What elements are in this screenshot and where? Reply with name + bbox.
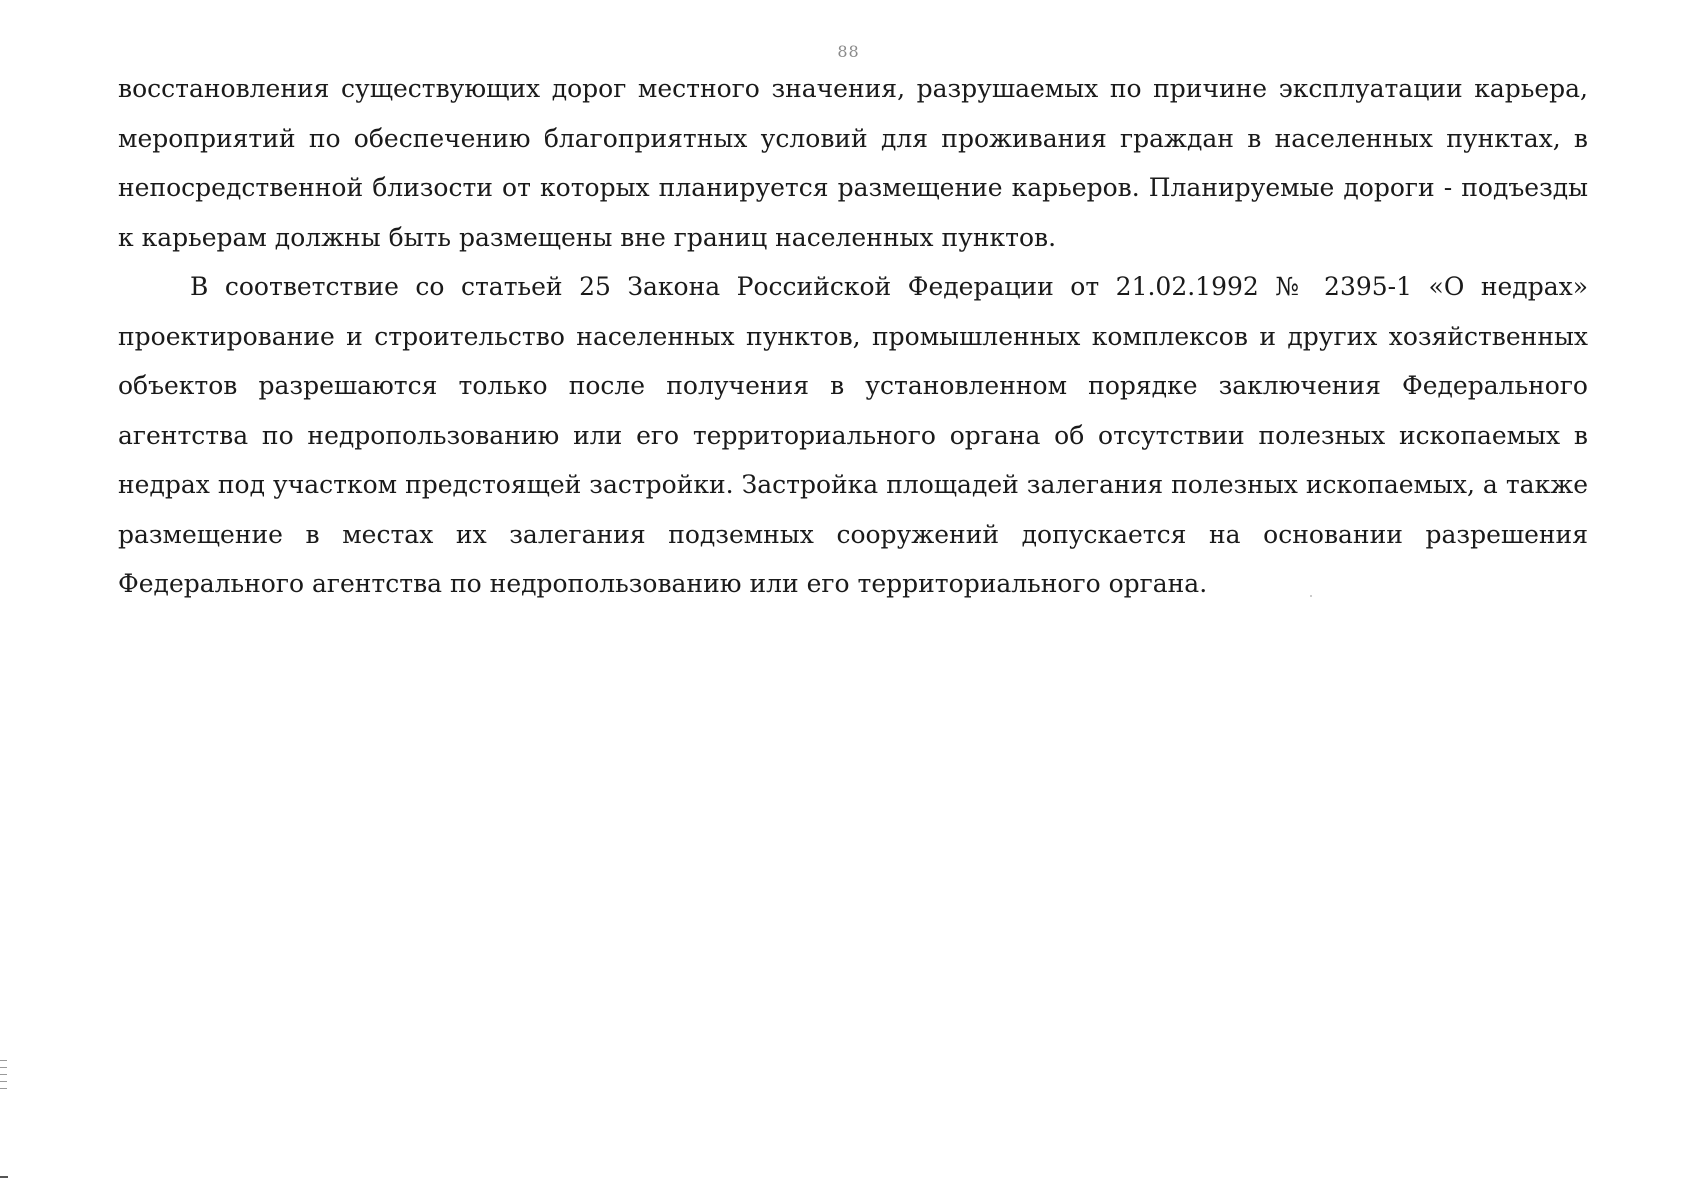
scan-speck bbox=[1310, 595, 1312, 597]
scan-mark bbox=[0, 1067, 7, 1068]
paragraph-continuation: восстановления существующих дорог местного значения, разрушаемых по причине эксплуатации карьера, мероприятий по обеспечению благоприятных условий для проживания граждан в населенных пунктах, в непосредственной близости от которых планируется размещение карьеров. Планируемые дороги - подъезды к карьерам должны быть размещены вне границ населенных пунктов. bbox=[118, 74, 1588, 252]
scan-mark bbox=[0, 1088, 7, 1089]
paragraph-law-article: В соответствие со статьей 25 Закона Российской Федерации от 21.02.1992 № 2395-1 «О недрах» проектирование и строительство населенных пунктов, промышленных комплексов и других хозяйственных объектов разрешаются только после получения в установленном порядке заключения Федерального агентства по недропользованию или его территориального органа об отсутствии полезных ископаемых в недрах под участком предстоящей застройки. Застройка площадей залегания полезных ископаемых, а также размещение в местах их залегания подземных сооружений допускается на основании разрешения Федерального агентства по недропользованию или его территориального органа. bbox=[118, 272, 1588, 598]
page-number: 88 bbox=[837, 42, 860, 61]
scan-margin-dash bbox=[0, 1176, 8, 1178]
scan-mark bbox=[0, 1060, 7, 1061]
scan-mark bbox=[0, 1074, 7, 1075]
document-body bbox=[118, 64, 1588, 609]
scan-margin-marks bbox=[0, 1060, 8, 1095]
scan-mark bbox=[0, 1081, 7, 1082]
